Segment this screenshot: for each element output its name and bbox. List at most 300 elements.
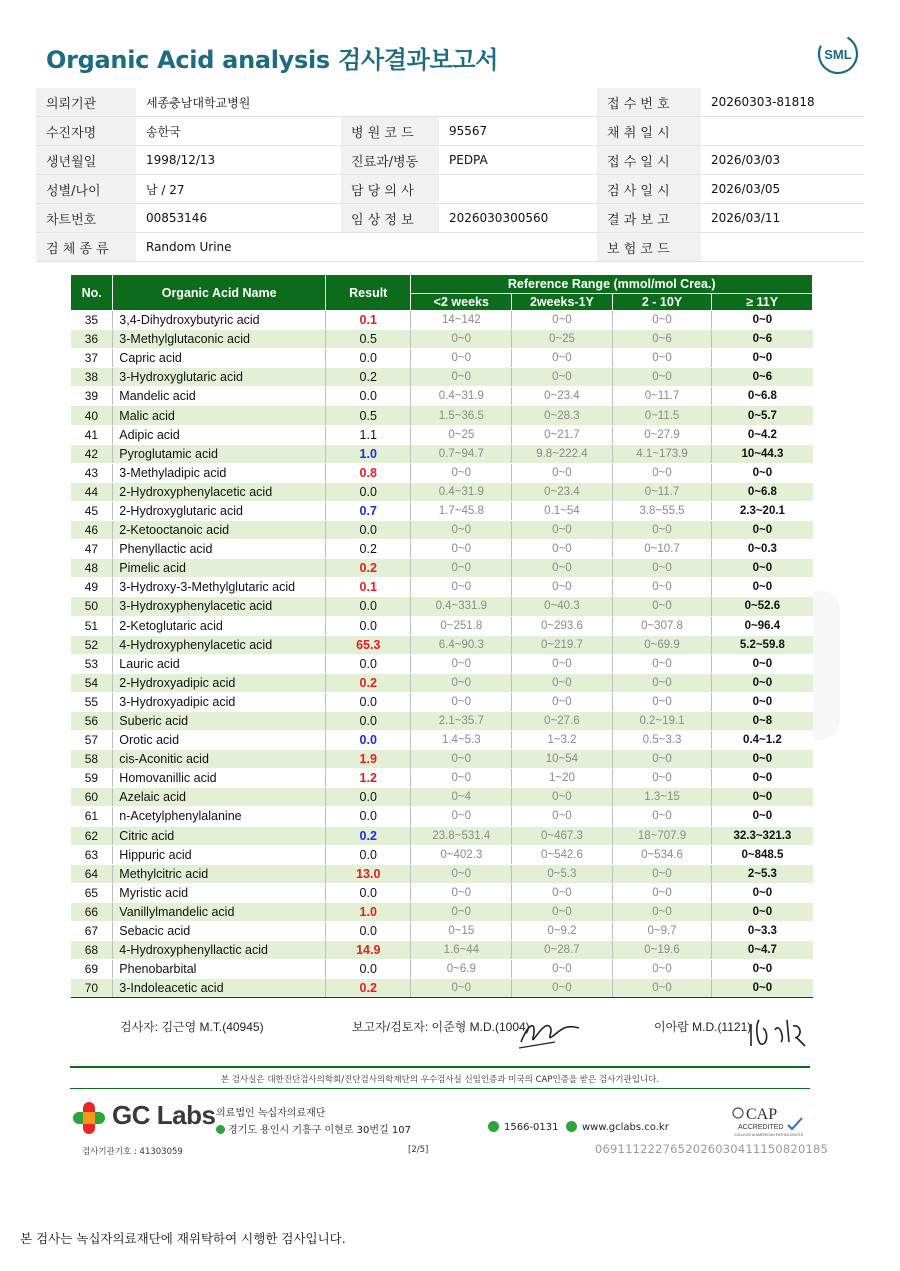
range-under-2-weeks: 0.4~331.9 <box>411 597 512 616</box>
result-value: 0.0 <box>326 883 411 902</box>
acid-name: 2-Ketooctanoic acid <box>113 521 326 540</box>
reporter-signature-icon <box>515 1012 585 1052</box>
table-row <box>71 330 813 349</box>
result-value: 1.0 <box>326 444 411 463</box>
range-under-2-weeks: 0~0 <box>411 330 512 349</box>
row-number: 38 <box>71 368 113 387</box>
acid-name: 3-Methyladipic acid <box>113 463 326 482</box>
range-2weeks-1y: 10~54 <box>512 750 613 769</box>
info-row <box>36 88 864 117</box>
range-11y-plus: 2~5.3 <box>712 864 813 883</box>
table-row <box>71 979 813 998</box>
footer-divider-top <box>70 1066 810 1068</box>
range-under-2-weeks: 0.4~31.9 <box>411 387 512 406</box>
phone <box>488 1121 559 1133</box>
range-2-10y: 18~707.9 <box>612 826 712 845</box>
range-2weeks-1y: 0~25 <box>512 330 613 349</box>
acid-name: Malic acid <box>113 406 326 425</box>
acid-name: Suberic acid <box>113 711 326 730</box>
range-11y-plus: 0~4.7 <box>712 941 813 960</box>
col-header-range-4: ≥ 11Y <box>712 294 813 311</box>
row-number: 60 <box>71 788 113 807</box>
table-row <box>71 559 813 578</box>
result-value: 13.0 <box>326 864 411 883</box>
result-value: 0.0 <box>326 807 411 826</box>
acid-name: Capric acid <box>113 349 326 368</box>
range-2-10y: 0~0 <box>612 692 712 711</box>
range-2-10y: 0~0 <box>612 463 712 482</box>
range-11y-plus: 0~0.3 <box>712 540 813 559</box>
col-header-reference: Reference Range (mmol/mol Crea.) <box>411 275 813 294</box>
acid-name: Lauric acid <box>113 654 326 673</box>
range-2weeks-1y: 0~5.3 <box>512 864 613 883</box>
row-number: 63 <box>71 845 113 864</box>
third-signature-label: 이아람 M.D.(1121) <box>654 1020 752 1034</box>
result-value: 0.8 <box>326 463 411 482</box>
range-11y-plus: 0~0 <box>712 311 813 330</box>
footer-divider-bottom <box>70 1088 810 1089</box>
range-2weeks-1y: 0~9.2 <box>512 922 613 941</box>
info-value: 2026/03/05 <box>701 175 864 204</box>
acid-name: Orotic acid <box>113 731 326 750</box>
range-2weeks-1y: 0~0 <box>512 902 613 921</box>
row-number: 55 <box>71 692 113 711</box>
range-11y-plus: 0~0 <box>712 654 813 673</box>
range-under-2-weeks: 0~25 <box>411 425 512 444</box>
website-url: www.gclabs.co.kr <box>582 1122 669 1133</box>
phone-number: 1566-0131 <box>504 1122 559 1133</box>
info-label: 결 과 보 고 <box>597 204 701 233</box>
acid-name: 3-Indoleacetic acid <box>113 979 326 998</box>
result-value: 0.0 <box>326 922 411 941</box>
range-2-10y: 0~0 <box>612 902 712 921</box>
range-2weeks-1y: 0~0 <box>512 368 613 387</box>
info-label: 검 체 종 류 <box>36 233 136 262</box>
info-label: 수진자명 <box>36 117 136 146</box>
result-value: 0.0 <box>326 692 411 711</box>
cap-small: COLLEGE of AMERICAN PATHOLOGISTS <box>734 1133 804 1137</box>
info-label: 접 수 번 호 <box>597 88 701 117</box>
range-under-2-weeks: 1.6~44 <box>411 941 512 960</box>
row-number: 68 <box>71 941 113 960</box>
acid-name: Azelaic acid <box>113 788 326 807</box>
result-value: 0.0 <box>326 845 411 864</box>
range-11y-plus: 0~848.5 <box>712 845 813 864</box>
range-2weeks-1y: 1~20 <box>512 769 613 788</box>
result-value: 0.0 <box>326 521 411 540</box>
range-under-2-weeks: 0~0 <box>411 902 512 921</box>
acid-name: Pyroglutamic acid <box>113 444 326 463</box>
range-2-10y: 0~0 <box>612 673 712 692</box>
table-row <box>71 864 813 883</box>
acid-name: Homovanillic acid <box>113 769 326 788</box>
row-number: 51 <box>71 616 113 635</box>
range-under-2-weeks: 0~0 <box>411 349 512 368</box>
row-number: 40 <box>71 406 113 425</box>
range-11y-plus: 0~0 <box>712 960 813 979</box>
range-2weeks-1y: 0~21.7 <box>512 425 613 444</box>
row-number: 56 <box>71 711 113 730</box>
range-2-10y: 0~11.7 <box>612 387 712 406</box>
range-under-2-weeks: 0~0 <box>411 559 512 578</box>
result-value: 0.2 <box>326 368 411 387</box>
range-2weeks-1y: 0~0 <box>512 349 613 368</box>
col-header-range-1: <2 weeks <box>411 294 512 311</box>
info-label: 채 취 일 시 <box>597 117 701 146</box>
range-11y-plus: 0~6 <box>712 368 813 387</box>
range-under-2-weeks: 1.4~5.3 <box>411 731 512 750</box>
table-row <box>71 349 813 368</box>
acid-name: Methylcitric acid <box>113 864 326 883</box>
range-2-10y: 0~10.7 <box>612 540 712 559</box>
range-2weeks-1y: 0~23.4 <box>512 387 613 406</box>
range-under-2-weeks: 0~0 <box>411 750 512 769</box>
table-row <box>71 750 813 769</box>
table-row <box>71 731 813 750</box>
range-2weeks-1y: 1~3.2 <box>512 731 613 750</box>
table-row <box>71 826 813 845</box>
range-under-2-weeks: 0~0 <box>411 578 512 597</box>
range-2weeks-1y: 0~27.6 <box>512 711 613 730</box>
range-11y-plus: 5.2~59.8 <box>712 635 813 654</box>
range-11y-plus: 0~0 <box>712 692 813 711</box>
range-2-10y: 0~9.7 <box>612 922 712 941</box>
row-number: 67 <box>71 922 113 941</box>
range-under-2-weeks: 23.8~531.4 <box>411 826 512 845</box>
sml-logo <box>816 32 860 76</box>
row-number: 59 <box>71 769 113 788</box>
table-row <box>71 635 813 654</box>
table-row <box>71 883 813 902</box>
result-value: 0.1 <box>326 578 411 597</box>
table-row <box>71 444 813 463</box>
result-value: 65.3 <box>326 635 411 654</box>
info-label: 보 험 코 드 <box>597 233 701 262</box>
range-under-2-weeks: 0~0 <box>411 521 512 540</box>
row-number: 64 <box>71 864 113 883</box>
range-under-2-weeks: 1.5~36.5 <box>411 406 512 425</box>
range-11y-plus: 0~8 <box>712 711 813 730</box>
range-2weeks-1y: 0~0 <box>512 311 613 330</box>
range-2-10y: 0~0 <box>612 311 712 330</box>
result-value: 0.0 <box>326 788 411 807</box>
range-under-2-weeks: 0~4 <box>411 788 512 807</box>
info-value: 00853146 <box>136 204 341 233</box>
table-row <box>71 807 813 826</box>
info-label: 차트번호 <box>36 204 136 233</box>
range-under-2-weeks: 0~6.9 <box>411 960 512 979</box>
range-2-10y: 0~11.5 <box>612 406 712 425</box>
table-row <box>71 922 813 941</box>
range-2weeks-1y: 0~28.7 <box>512 941 613 960</box>
row-number: 46 <box>71 521 113 540</box>
table-row <box>71 387 813 406</box>
range-2-10y: 0.2~19.1 <box>612 711 712 730</box>
range-2-10y: 0~0 <box>612 883 712 902</box>
range-under-2-weeks: 0~0 <box>411 979 512 998</box>
row-number: 66 <box>71 902 113 921</box>
range-2-10y: 0~0 <box>612 750 712 769</box>
info-value: 남 / 27 <box>136 175 341 204</box>
acid-name: 2-Hydroxyglutaric acid <box>113 501 326 520</box>
result-value: 0.2 <box>326 826 411 845</box>
range-2-10y: 0~534.6 <box>612 845 712 864</box>
acid-name: Pimelic acid <box>113 559 326 578</box>
address <box>216 1121 411 1136</box>
barcode-number: 06911122276520260304111508201​85 <box>595 1142 829 1156</box>
info-value: 세종충남대학교병원 <box>136 88 341 117</box>
acid-name: Adipic acid <box>113 425 326 444</box>
phone-icon <box>488 1121 499 1132</box>
info-value <box>701 233 864 262</box>
table-row <box>71 311 813 330</box>
range-under-2-weeks: 0~402.3 <box>411 845 512 864</box>
range-under-2-weeks: 0.7~94.7 <box>411 444 512 463</box>
info-label: 의뢰기관 <box>36 88 136 117</box>
col-header-range-2: 2weeks-1Y <box>512 294 613 311</box>
row-number: 37 <box>71 349 113 368</box>
result-value: 0.0 <box>326 482 411 501</box>
acid-name: Myristic acid <box>113 883 326 902</box>
range-2weeks-1y: 0~0 <box>512 788 613 807</box>
range-2weeks-1y: 0~0 <box>512 654 613 673</box>
result-value: 1.2 <box>326 769 411 788</box>
col-header-range-3: 2 - 10Y <box>612 294 712 311</box>
range-2weeks-1y: 0~0 <box>512 692 613 711</box>
range-under-2-weeks: 6.4~90.3 <box>411 635 512 654</box>
table-row <box>71 941 813 960</box>
row-number: 48 <box>71 559 113 578</box>
info-label: 성별/나이 <box>36 175 136 204</box>
range-2weeks-1y: 0~0 <box>512 673 613 692</box>
range-under-2-weeks: 0.4~31.9 <box>411 482 512 501</box>
acid-name: 2-Hydroxyphenylacetic acid <box>113 482 326 501</box>
range-2-10y: 0~0 <box>612 521 712 540</box>
range-under-2-weeks: 0~0 <box>411 864 512 883</box>
row-number: 69 <box>71 960 113 979</box>
range-2-10y: 0~0 <box>612 960 712 979</box>
range-2weeks-1y: 0~23.4 <box>512 482 613 501</box>
result-value: 0.0 <box>326 654 411 673</box>
acid-name: Citric acid <box>113 826 326 845</box>
range-11y-plus: 0~0 <box>712 578 813 597</box>
info-value <box>439 88 597 117</box>
result-value: 0.0 <box>326 387 411 406</box>
result-value: 1.9 <box>326 750 411 769</box>
result-value: 0.0 <box>326 960 411 979</box>
address-text: 경기도 용인시 기흥구 이현로 30번길 107 <box>228 1125 411 1136</box>
tester-signature-label: 검사자: 김근영 M.T.(40945) <box>120 1020 264 1034</box>
range-2-10y: 0~0 <box>612 654 712 673</box>
row-number: 54 <box>71 673 113 692</box>
range-11y-plus: 0~0 <box>712 979 813 998</box>
range-2weeks-1y: 0.1~54 <box>512 501 613 520</box>
range-11y-plus: 0~0 <box>712 559 813 578</box>
row-number: 58 <box>71 750 113 769</box>
range-under-2-weeks: 0~0 <box>411 368 512 387</box>
info-row <box>36 175 864 204</box>
range-11y-plus: 0~0 <box>712 902 813 921</box>
result-value: 0.0 <box>326 711 411 730</box>
row-number: 47 <box>71 540 113 559</box>
table-row <box>71 902 813 921</box>
acid-name: 4-Hydroxyphenyllactic acid <box>113 941 326 960</box>
range-11y-plus: 0~6 <box>712 330 813 349</box>
table-row <box>71 406 813 425</box>
range-2weeks-1y: 0~0 <box>512 578 613 597</box>
range-under-2-weeks: 0~0 <box>411 692 512 711</box>
cap-text: CAP <box>746 1106 778 1123</box>
range-2-10y: 0~0 <box>612 559 712 578</box>
acid-name: 3-Hydroxyadipic acid <box>113 692 326 711</box>
result-value: 0.2 <box>326 540 411 559</box>
range-2-10y: 0~0 <box>612 597 712 616</box>
table-row <box>71 597 813 616</box>
row-number: 41 <box>71 425 113 444</box>
col-header-name: Organic Acid Name <box>113 275 326 311</box>
acid-name: n-Acetylphenylalanine <box>113 807 326 826</box>
location-pin-icon <box>216 1125 225 1134</box>
report-title: Organic Acid analysis 검사결과보고서 <box>46 46 499 74</box>
sml-text: SML <box>824 47 852 62</box>
info-row <box>36 117 864 146</box>
gc-cross-icon <box>70 1100 108 1136</box>
result-value: 0.0 <box>326 731 411 750</box>
range-2-10y: 0~19.6 <box>612 941 712 960</box>
info-label <box>341 88 439 117</box>
cap-sub: ACCREDITED <box>738 1124 784 1131</box>
range-2-10y: 0~307.8 <box>612 616 712 635</box>
result-value: 0.2 <box>326 673 411 692</box>
acid-name: 2-Hydroxyadipic acid <box>113 673 326 692</box>
row-number: 45 <box>71 501 113 520</box>
institution-code: 검사기관기호 : 41303059 <box>82 1147 183 1157</box>
range-2weeks-1y: 0~40.3 <box>512 597 613 616</box>
info-value: 1998/12/13 <box>136 146 341 175</box>
range-2weeks-1y: 0~293.6 <box>512 616 613 635</box>
table-row <box>71 788 813 807</box>
info-label <box>341 233 439 262</box>
acid-name: Mandelic acid <box>113 387 326 406</box>
range-11y-plus: 0~96.4 <box>712 616 813 635</box>
range-2weeks-1y: 0~0 <box>512 979 613 998</box>
patient-info-table <box>36 88 864 262</box>
row-number: 65 <box>71 883 113 902</box>
table-row <box>71 368 813 387</box>
acid-name: 3,4-Dihydroxybutyric acid <box>113 311 326 330</box>
row-number: 36 <box>71 330 113 349</box>
certification-note: 본 검사실은 대한진단검사의학회/진단검사의학재단의 우수검사실 신임인증과 미국의 CAP인증을 받은 검사기관입니다. <box>220 1075 660 1085</box>
acid-name: 2-Ketoglutaric acid <box>113 616 326 635</box>
cap-accredited-logo <box>730 1104 810 1138</box>
result-value: 0.0 <box>326 597 411 616</box>
reporter-signature-label: 보고자/검토자: 이준형 M.D.(1004) <box>352 1020 530 1034</box>
row-number: 44 <box>71 482 113 501</box>
table-row <box>71 711 813 730</box>
table-row <box>71 578 813 597</box>
table-row <box>71 540 813 559</box>
table-row <box>71 501 813 520</box>
gc-labs-brand: GC Labs <box>112 1100 216 1130</box>
range-2-10y: 0~6 <box>612 330 712 349</box>
row-number: 39 <box>71 387 113 406</box>
range-2weeks-1y: 0~0 <box>512 883 613 902</box>
range-11y-plus: 0~0 <box>712 750 813 769</box>
home-icon <box>566 1121 577 1132</box>
range-2-10y: 0.5~3.3 <box>612 731 712 750</box>
range-2weeks-1y: 0~219.7 <box>512 635 613 654</box>
range-2-10y: 0~0 <box>612 349 712 368</box>
row-number: 57 <box>71 731 113 750</box>
range-2-10y: 0~27.9 <box>612 425 712 444</box>
range-11y-plus: 0~6.8 <box>712 482 813 501</box>
acid-name: 3-Hydroxyphenylacetic acid <box>113 597 326 616</box>
acid-name: Sebacic acid <box>113 922 326 941</box>
range-2-10y: 0~0 <box>612 769 712 788</box>
outsourcing-note: 본 검사는 녹십자의료재단에 재위탁하여 시행한 검사입니다. <box>20 1231 346 1246</box>
row-number: 62 <box>71 826 113 845</box>
range-2-10y: 0~0 <box>612 578 712 597</box>
acid-name: 3-Hydroxy-3-Methylglutaric acid <box>113 578 326 597</box>
acid-name: 3-Hydroxyglutaric acid <box>113 368 326 387</box>
range-11y-plus: 0~0 <box>712 463 813 482</box>
table-row <box>71 960 813 979</box>
range-2weeks-1y: 0~0 <box>512 960 613 979</box>
acid-name: 3-Methylglutaconic acid <box>113 330 326 349</box>
range-under-2-weeks: 0~15 <box>411 922 512 941</box>
info-value: 2026/03/03 <box>701 146 864 175</box>
foundation-name: 의료법인 녹십자의료재단 <box>216 1108 326 1119</box>
result-value: 0.0 <box>326 349 411 368</box>
row-number: 61 <box>71 807 113 826</box>
row-number: 35 <box>71 311 113 330</box>
col-header-no: No. <box>71 275 113 311</box>
range-under-2-weeks: 0~251.8 <box>411 616 512 635</box>
info-value <box>701 117 864 146</box>
range-11y-plus: 2.3~20.1 <box>712 501 813 520</box>
result-value: 0.2 <box>326 559 411 578</box>
range-2weeks-1y: 0~0 <box>512 540 613 559</box>
row-number: 50 <box>71 597 113 616</box>
range-2weeks-1y: 0~0 <box>512 521 613 540</box>
page-indicator: [2/5] <box>408 1145 429 1155</box>
col-header-result: Result <box>326 275 411 311</box>
info-label: 담 당 의 사 <box>341 175 439 204</box>
range-11y-plus: 0~4.2 <box>712 425 813 444</box>
result-value: 0.7 <box>326 501 411 520</box>
result-value: 0.0 <box>326 616 411 635</box>
range-11y-plus: 32.3~321.3 <box>712 826 813 845</box>
result-value: 1.0 <box>326 902 411 921</box>
range-11y-plus: 0~52.6 <box>712 597 813 616</box>
table-row <box>71 616 813 635</box>
info-value <box>439 175 597 204</box>
range-2weeks-1y: 9.8~222.4 <box>512 444 613 463</box>
range-under-2-weeks: 0~0 <box>411 463 512 482</box>
range-2-10y: 0~0 <box>612 368 712 387</box>
table-row <box>71 845 813 864</box>
row-number: 49 <box>71 578 113 597</box>
result-value: 0.5 <box>326 406 411 425</box>
range-under-2-weeks: 0~0 <box>411 673 512 692</box>
result-value: 0.5 <box>326 330 411 349</box>
range-under-2-weeks: 0~0 <box>411 654 512 673</box>
info-label: 임 상 정 보 <box>341 204 439 233</box>
table-row <box>71 463 813 482</box>
range-2weeks-1y: 0~0 <box>512 559 613 578</box>
row-number: 42 <box>71 444 113 463</box>
info-label: 검 사 일 시 <box>597 175 701 204</box>
